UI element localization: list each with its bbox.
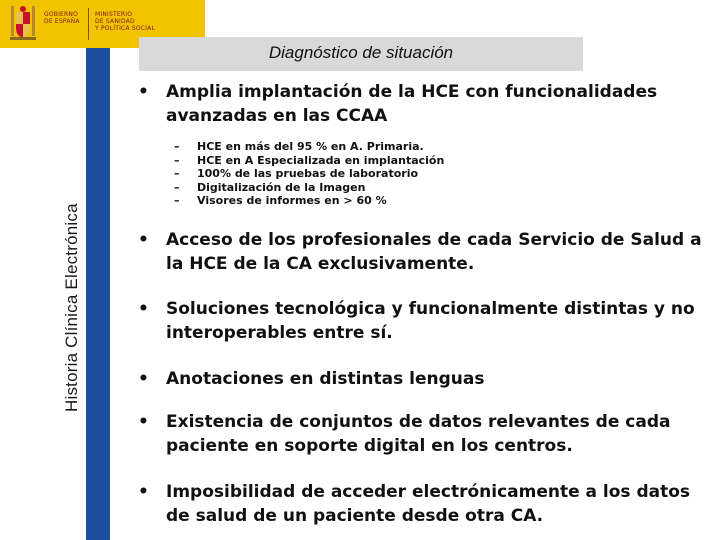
gobierno-label: GOBIERNO DE ESPAÑA [44, 11, 80, 25]
bullet-item [138, 367, 708, 391]
sublist-marker: – [174, 167, 180, 180]
bullet-marker: • [138, 369, 149, 389]
slide-title: Diagnóstico de situación [268, 43, 454, 62]
sublist-text: HCE en más del 95 % en A. Primaria. [197, 140, 424, 153]
sublist-item [174, 181, 674, 195]
bullet-marker: • [138, 82, 149, 102]
sublist-item [174, 167, 674, 181]
logo-divider [88, 8, 89, 40]
sublist-marker: – [174, 153, 180, 167]
bullet-item [138, 480, 708, 528]
bullet-text: Imposibilidad de acceder electrónicamente a los datos de salud de un paciente desde otra CA. [166, 482, 691, 526]
sublist-marker: – [174, 180, 180, 194]
bullet-sublist [174, 140, 674, 208]
bullet-item [138, 410, 708, 458]
sidebar-blue-strip-upper [0, 48, 86, 49]
bullet-item [138, 228, 708, 276]
sublist-item [174, 154, 674, 168]
sidebar-blue-panel [86, 48, 110, 540]
slide-header-bar [139, 37, 583, 71]
sublist-text: 100% de las pruebas de laboratorio [197, 167, 419, 180]
sublist-text: HCE en A Especializada en implantación [197, 153, 445, 167]
sublist-item [174, 140, 674, 154]
bullet-marker: • [138, 299, 149, 319]
bullet-text: Amplia implantación de la HCE con funcionalidades avanzadas en las CCAA [166, 82, 658, 126]
coat-of-arms-icon [8, 4, 38, 44]
sublist-marker: – [174, 194, 180, 207]
bullet-marker: • [138, 412, 149, 432]
bullet-marker: • [138, 482, 149, 502]
sublist-item [174, 194, 674, 208]
bullet-item [138, 297, 708, 345]
ministerio-label: MINISTERIO DE SANIDAD Y POLÍTICA SOCIAL [95, 11, 155, 32]
bullet-text: Anotaciones en distintas lenguas [166, 369, 485, 389]
bullet-marker: • [138, 230, 149, 250]
sublist-marker: – [174, 140, 180, 153]
bullet-text: Soluciones tecnológica y funcionalmente distintas y no interoperables entre sí. [166, 299, 695, 343]
bullet-text: Existencia de conjuntos de datos relevantes de cada paciente en soporte digital en los centros. [166, 412, 671, 456]
sublist-text: Visores de informes en > 60 % [197, 194, 387, 207]
bullet-text: Acceso de los profesionales de cada Servicio de Salud a la HCE de la CA exclusivamente. [166, 230, 702, 274]
section-vertical-title: Historia Clínica Electrónica [62, 203, 81, 412]
bullet-item [138, 80, 708, 207]
sublist-text: Digitalización de la Imagen [197, 180, 366, 194]
